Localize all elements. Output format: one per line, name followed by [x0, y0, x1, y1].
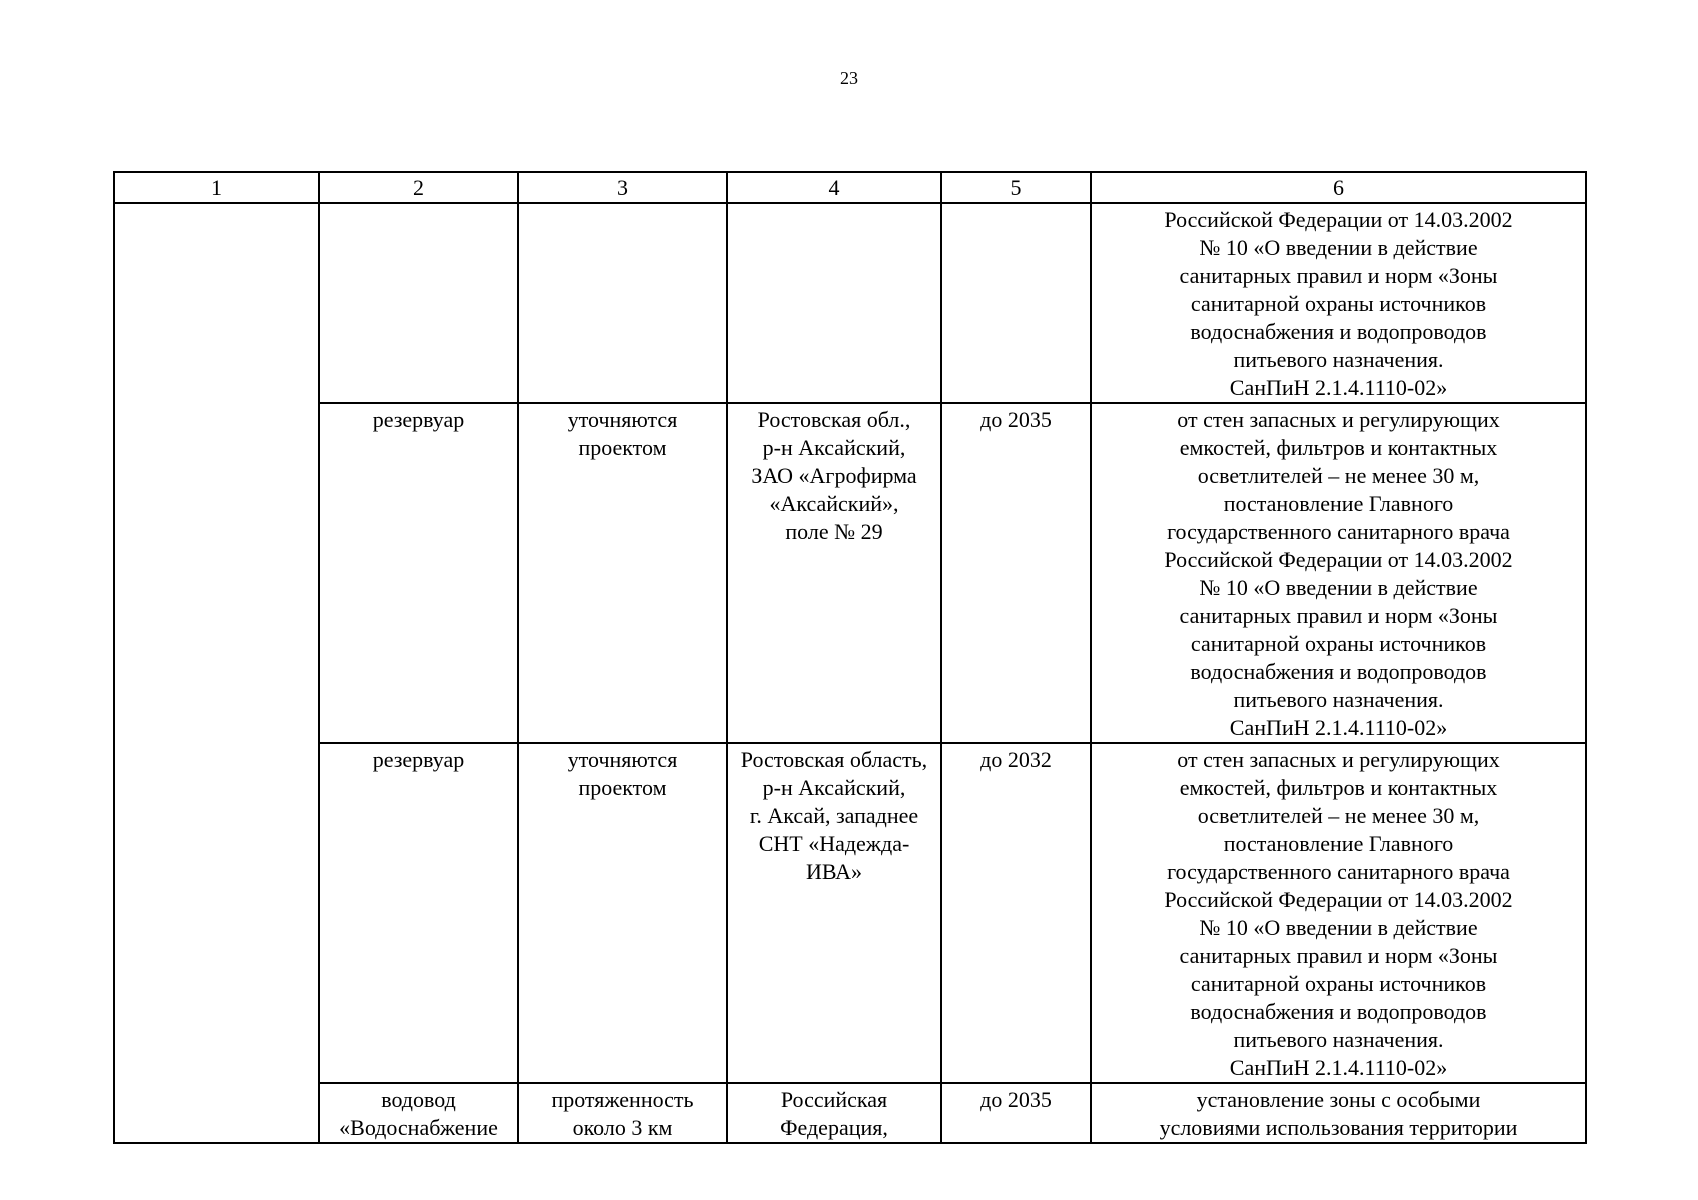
cell-text: резервуар [372, 407, 465, 432]
table-cell [941, 743, 1091, 1083]
table-cell [941, 203, 1091, 403]
table-cell [319, 403, 518, 743]
table-cell [727, 1083, 941, 1143]
cell-text: резервуар [372, 747, 465, 772]
cell-text: уточняются проектом [567, 747, 678, 800]
table-row [114, 403, 1586, 743]
cell-text: до 2032 [980, 747, 1052, 772]
table-cell [518, 1083, 727, 1143]
cell-text: Ростовская область, р-н Аксайский, г. Аксай, западнее СНТ «Надежда- ИВА» [740, 747, 928, 884]
header-cell-1: 1 [114, 172, 319, 203]
table-cell [727, 203, 941, 403]
header-cell-3: 3 [518, 172, 727, 203]
zones-table [113, 171, 1587, 1144]
table-cell [518, 403, 727, 743]
group-cell [114, 203, 319, 1143]
table-header-row [114, 172, 1586, 203]
page-number: 23 [840, 68, 858, 88]
table-cell [518, 203, 727, 403]
header-cell-5: 5 [941, 172, 1091, 203]
table-row [114, 203, 1586, 403]
cell-text: Российской Федерации от 14.03.2002 № 10 «О введении в действие санитарных правил и норм «Зоны санитарной охраны источников водоснабжения и водопроводов питьевого назначения. СанПиН 2.1.4.1110-02» [1164, 207, 1513, 400]
cell-text: до 2035 [980, 1087, 1052, 1112]
header-cell-6: 6 [1091, 172, 1586, 203]
table-cell [1091, 1083, 1586, 1143]
cell-text: установление зоны с особыми условиями использования территории [1159, 1087, 1518, 1140]
cell-text: до 2035 [980, 407, 1052, 432]
table-cell [1091, 743, 1586, 1083]
table-cell [319, 203, 518, 403]
cell-text: Ростовская обл., р-н Аксайский, ЗАО «Агрофирма «Аксайский», поле № 29 [751, 407, 917, 544]
table-cell [941, 1083, 1091, 1143]
table-row [114, 743, 1586, 1083]
cell-text: от стен запасных и регулирующих емкостей, фильтров и контактных осветлителей – не менее 30 м, постановление Главного государственного санитарного врача Российской Федерации от 14.03.2002 № 10 «О введении в действие санитарных правил и норм «Зоны санитарной охраны источников водоснабжения и водопроводов питьевого назначения. СанПиН 2.1.4.1110-02» [1164, 747, 1513, 1080]
table-cell [1091, 403, 1586, 743]
table-cell [727, 403, 941, 743]
table-row [114, 1083, 1586, 1143]
cell-text: протяженность около 3 км [551, 1087, 694, 1140]
header-cell-4: 4 [727, 172, 941, 203]
table-cell [319, 743, 518, 1083]
cell-text: от стен запасных и регулирующих емкостей, фильтров и контактных осветлителей – не менее 30 м, постановление Главного государственного санитарного врача Российской Федерации от 14.03.2002 № 10 «О введении в действие санитарных правил и норм «Зоны санитарной охраны источников водоснабжения и водопроводов питьевого назначения. СанПиН 2.1.4.1110-02» [1164, 407, 1513, 740]
table-cell [941, 403, 1091, 743]
cell-text: уточняются проектом [567, 407, 678, 460]
table-cell [518, 743, 727, 1083]
table-cell [319, 1083, 518, 1143]
cell-text: Российская Федерация, [780, 1087, 888, 1140]
table-cell [1091, 203, 1586, 403]
header-cell-2: 2 [319, 172, 518, 203]
table-cell [727, 743, 941, 1083]
cell-text: водовод «Водоснабжение [339, 1087, 498, 1140]
